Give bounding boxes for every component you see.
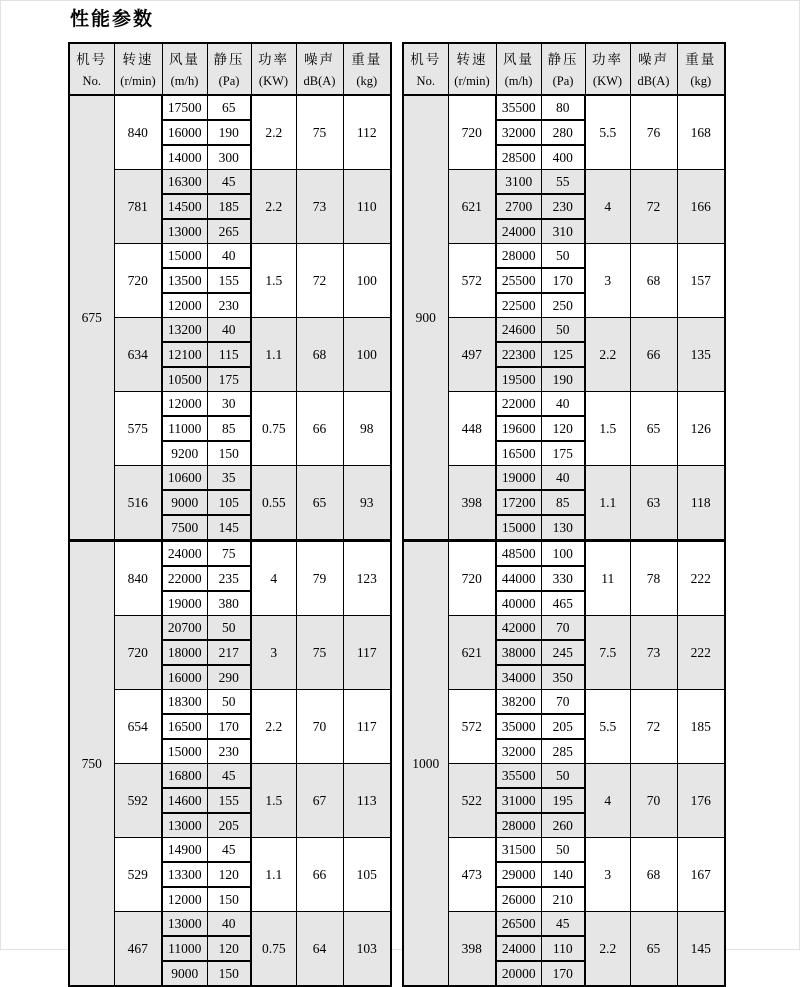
flow-cell: 11000 <box>162 936 207 961</box>
flow-cell: 28000 <box>496 244 541 269</box>
rpm-cell: 467 <box>114 912 162 987</box>
flow-cell: 31000 <box>496 788 541 813</box>
pressure-cell: 465 <box>541 591 585 616</box>
pressure-cell: 300 <box>207 145 251 170</box>
pressure-cell: 120 <box>541 416 585 441</box>
power-cell: 3 <box>251 616 296 690</box>
flow-cell: 22300 <box>496 342 541 367</box>
pressure-cell: 217 <box>207 640 251 665</box>
pressure-cell: 40 <box>541 392 585 417</box>
pressure-cell: 285 <box>541 739 585 764</box>
flow-cell: 18000 <box>162 640 207 665</box>
pressure-cell: 210 <box>541 887 585 912</box>
pressure-cell: 35 <box>207 466 251 491</box>
flow-cell: 15000 <box>162 739 207 764</box>
noise-cell: 72 <box>296 244 343 318</box>
pressure-cell: 235 <box>207 566 251 591</box>
rpm-cell: 720 <box>114 616 162 690</box>
flow-cell: 29000 <box>496 862 541 887</box>
rpm-cell: 781 <box>114 170 162 244</box>
rpm-cell: 840 <box>114 541 162 616</box>
rpm-cell: 398 <box>448 912 496 987</box>
noise-cell: 66 <box>296 838 343 912</box>
flow-cell: 16500 <box>496 441 541 466</box>
pressure-cell: 50 <box>541 244 585 269</box>
flow-cell: 32000 <box>496 739 541 764</box>
flow-cell: 19000 <box>162 591 207 616</box>
pressure-cell: 120 <box>207 862 251 887</box>
flow-cell: 11000 <box>162 416 207 441</box>
pressure-cell: 190 <box>207 120 251 145</box>
weight-cell: 222 <box>677 616 725 690</box>
weight-cell: 100 <box>343 318 391 392</box>
flow-cell: 13000 <box>162 813 207 838</box>
weight-cell: 123 <box>343 541 391 616</box>
rpm-cell: 720 <box>448 541 496 616</box>
pressure-cell: 40 <box>207 244 251 269</box>
flow-cell: 22000 <box>162 566 207 591</box>
power-cell: 2.2 <box>251 95 296 170</box>
noise-cell: 63 <box>630 466 677 541</box>
flow-cell: 16300 <box>162 170 207 195</box>
flow-cell: 48500 <box>496 541 541 567</box>
flow-cell: 3100 <box>496 170 541 195</box>
weight-cell: 145 <box>677 912 725 987</box>
pressure-cell: 115 <box>207 342 251 367</box>
flow-cell: 9000 <box>162 490 207 515</box>
pressure-cell: 280 <box>541 120 585 145</box>
column-header-press: 静压 (Pa) <box>207 43 251 95</box>
flow-cell: 24000 <box>496 936 541 961</box>
page-title: 性能参数 <box>70 9 155 30</box>
power-cell: 2.2 <box>251 170 296 244</box>
pressure-cell: 100 <box>541 541 585 567</box>
pressure-cell: 30 <box>207 392 251 417</box>
column-header-flow: 风量 (m/h) <box>496 43 541 95</box>
flow-cell: 34000 <box>496 665 541 690</box>
column-header-power: 功率 (KW) <box>585 43 630 95</box>
noise-cell: 68 <box>630 244 677 318</box>
flow-cell: 15000 <box>162 244 207 269</box>
pressure-cell: 155 <box>207 788 251 813</box>
rpm-cell: 621 <box>448 616 496 690</box>
flow-cell: 2700 <box>496 194 541 219</box>
weight-cell: 98 <box>343 392 391 466</box>
weight-cell: 117 <box>343 690 391 764</box>
flow-cell: 24000 <box>162 541 207 567</box>
pressure-cell: 175 <box>541 441 585 466</box>
noise-cell: 73 <box>630 616 677 690</box>
rpm-cell: 516 <box>114 466 162 541</box>
pressure-cell: 40 <box>541 466 585 491</box>
pressure-cell: 130 <box>541 515 585 541</box>
pressure-cell: 80 <box>541 95 585 120</box>
performance-table-left <box>68 42 392 987</box>
flow-cell: 14900 <box>162 838 207 863</box>
power-cell: 2.2 <box>585 318 630 392</box>
flow-cell: 12000 <box>162 887 207 912</box>
pressure-cell: 110 <box>541 936 585 961</box>
pressure-cell: 250 <box>541 293 585 318</box>
pressure-cell: 290 <box>207 665 251 690</box>
pressure-cell: 205 <box>541 714 585 739</box>
noise-cell: 65 <box>296 466 343 541</box>
pressure-cell: 75 <box>207 541 251 567</box>
pressure-cell: 125 <box>541 342 585 367</box>
flow-cell: 38000 <box>496 640 541 665</box>
pressure-cell: 150 <box>207 961 251 986</box>
flow-cell: 9200 <box>162 441 207 466</box>
flow-cell: 12000 <box>162 293 207 318</box>
rpm-cell: 720 <box>114 244 162 318</box>
weight-cell: 100 <box>343 244 391 318</box>
pressure-cell: 260 <box>541 813 585 838</box>
pressure-cell: 185 <box>207 194 251 219</box>
pressure-cell: 50 <box>541 318 585 343</box>
flow-cell: 10600 <box>162 466 207 491</box>
weight-cell: 157 <box>677 244 725 318</box>
weight-cell: 222 <box>677 541 725 616</box>
pressure-cell: 45 <box>207 838 251 863</box>
flow-cell: 19000 <box>496 466 541 491</box>
weight-cell: 176 <box>677 764 725 838</box>
flow-cell: 26500 <box>496 912 541 937</box>
pressure-cell: 400 <box>541 145 585 170</box>
flow-cell: 12000 <box>162 392 207 417</box>
power-cell: 3 <box>585 244 630 318</box>
pressure-cell: 40 <box>207 912 251 937</box>
column-header-rpm: 转速 (r/min) <box>114 43 162 95</box>
pressure-cell: 330 <box>541 566 585 591</box>
noise-cell: 67 <box>296 764 343 838</box>
flow-cell: 19500 <box>496 367 541 392</box>
flow-cell: 35000 <box>496 714 541 739</box>
noise-cell: 64 <box>296 912 343 987</box>
model-cell: 675 <box>69 95 114 541</box>
noise-cell: 76 <box>630 95 677 170</box>
pressure-cell: 170 <box>541 268 585 293</box>
flow-cell: 25500 <box>496 268 541 293</box>
rpm-cell: 473 <box>448 838 496 912</box>
weight-cell: 113 <box>343 764 391 838</box>
power-cell: 1.1 <box>585 466 630 541</box>
pressure-cell: 350 <box>541 665 585 690</box>
rpm-cell: 621 <box>448 170 496 244</box>
rpm-cell: 654 <box>114 690 162 764</box>
power-cell: 4 <box>251 541 296 616</box>
flow-cell: 19600 <box>496 416 541 441</box>
pressure-cell: 50 <box>207 616 251 641</box>
rpm-cell: 572 <box>448 690 496 764</box>
pressure-cell: 50 <box>541 838 585 863</box>
pressure-cell: 45 <box>207 764 251 789</box>
weight-cell: 166 <box>677 170 725 244</box>
pressure-cell: 50 <box>207 690 251 715</box>
noise-cell: 70 <box>296 690 343 764</box>
rpm-cell: 840 <box>114 95 162 170</box>
power-cell: 11 <box>585 541 630 616</box>
flow-cell: 14500 <box>162 194 207 219</box>
power-cell: 2.2 <box>251 690 296 764</box>
flow-cell: 14000 <box>162 145 207 170</box>
flow-cell: 22000 <box>496 392 541 417</box>
power-cell: 1.5 <box>251 244 296 318</box>
noise-cell: 66 <box>630 318 677 392</box>
rpm-cell: 398 <box>448 466 496 541</box>
pressure-cell: 170 <box>207 714 251 739</box>
pressure-cell: 230 <box>541 194 585 219</box>
pressure-cell: 120 <box>207 936 251 961</box>
flow-cell: 28500 <box>496 145 541 170</box>
weight-cell: 185 <box>677 690 725 764</box>
pressure-cell: 175 <box>207 367 251 392</box>
noise-cell: 75 <box>296 616 343 690</box>
pressure-cell: 170 <box>541 961 585 986</box>
noise-cell: 73 <box>296 170 343 244</box>
pressure-cell: 150 <box>207 441 251 466</box>
power-cell: 5.5 <box>585 690 630 764</box>
pressure-cell: 85 <box>207 416 251 441</box>
power-cell: 4 <box>585 170 630 244</box>
rpm-cell: 497 <box>448 318 496 392</box>
weight-cell: 105 <box>343 838 391 912</box>
column-header-noise: 噪声 dB(A) <box>630 43 677 95</box>
flow-cell: 15000 <box>496 515 541 541</box>
pressure-cell: 265 <box>207 219 251 244</box>
pressure-cell: 55 <box>541 170 585 195</box>
column-header-press: 静压 (Pa) <box>541 43 585 95</box>
power-cell: 7.5 <box>585 616 630 690</box>
noise-cell: 72 <box>630 170 677 244</box>
pressure-cell: 380 <box>207 591 251 616</box>
noise-cell: 65 <box>630 392 677 466</box>
power-cell: 0.55 <box>251 466 296 541</box>
flow-cell: 13300 <box>162 862 207 887</box>
pressure-cell: 230 <box>207 739 251 764</box>
pressure-cell: 85 <box>541 490 585 515</box>
weight-cell: 103 <box>343 912 391 987</box>
power-cell: 1.5 <box>251 764 296 838</box>
performance-table-right <box>402 42 726 987</box>
rpm-cell: 634 <box>114 318 162 392</box>
column-header-weight: 重量 (kg) <box>343 43 391 95</box>
rpm-cell: 529 <box>114 838 162 912</box>
flow-cell: 40000 <box>496 591 541 616</box>
pressure-cell: 45 <box>541 912 585 937</box>
pressure-cell: 195 <box>541 788 585 813</box>
flow-cell: 12100 <box>162 342 207 367</box>
noise-cell: 70 <box>630 764 677 838</box>
flow-cell: 10500 <box>162 367 207 392</box>
flow-cell: 14600 <box>162 788 207 813</box>
flow-cell: 22500 <box>496 293 541 318</box>
column-header-rpm: 转速 (r/min) <box>448 43 496 95</box>
flow-cell: 44000 <box>496 566 541 591</box>
power-cell: 1.1 <box>251 838 296 912</box>
flow-cell: 24600 <box>496 318 541 343</box>
flow-cell: 16000 <box>162 665 207 690</box>
flow-cell: 17500 <box>162 95 207 120</box>
power-cell: 1.1 <box>251 318 296 392</box>
noise-cell: 79 <box>296 541 343 616</box>
flow-cell: 20000 <box>496 961 541 986</box>
noise-cell: 75 <box>296 95 343 170</box>
pressure-cell: 205 <box>207 813 251 838</box>
flow-cell: 35500 <box>496 95 541 120</box>
pressure-cell: 140 <box>541 862 585 887</box>
flow-cell: 35500 <box>496 764 541 789</box>
pressure-cell: 190 <box>541 367 585 392</box>
flow-cell: 13000 <box>162 219 207 244</box>
flow-cell: 28000 <box>496 813 541 838</box>
column-header-model: 机号 No. <box>69 43 114 95</box>
weight-cell: 93 <box>343 466 391 541</box>
pressure-cell: 50 <box>541 764 585 789</box>
weight-cell: 126 <box>677 392 725 466</box>
weight-cell: 118 <box>677 466 725 541</box>
pressure-cell: 45 <box>207 170 251 195</box>
column-header-flow: 风量 (m/h) <box>162 43 207 95</box>
weight-cell: 168 <box>677 95 725 170</box>
pressure-cell: 65 <box>207 95 251 120</box>
pressure-cell: 310 <box>541 219 585 244</box>
model-cell: 750 <box>69 541 114 987</box>
column-header-weight: 重量 (kg) <box>677 43 725 95</box>
noise-cell: 65 <box>630 912 677 987</box>
pressure-cell: 145 <box>207 515 251 541</box>
flow-cell: 18300 <box>162 690 207 715</box>
pressure-cell: 70 <box>541 690 585 715</box>
flow-cell: 16800 <box>162 764 207 789</box>
pressure-cell: 230 <box>207 293 251 318</box>
pressure-cell: 105 <box>207 490 251 515</box>
power-cell: 0.75 <box>251 392 296 466</box>
column-header-power: 功率 (KW) <box>251 43 296 95</box>
noise-cell: 68 <box>630 838 677 912</box>
rpm-cell: 522 <box>448 764 496 838</box>
power-cell: 0.75 <box>251 912 296 987</box>
flow-cell: 13000 <box>162 912 207 937</box>
flow-cell: 20700 <box>162 616 207 641</box>
flow-cell: 38200 <box>496 690 541 715</box>
rpm-cell: 448 <box>448 392 496 466</box>
pressure-cell: 245 <box>541 640 585 665</box>
noise-cell: 68 <box>296 318 343 392</box>
flow-cell: 9000 <box>162 961 207 986</box>
weight-cell: 117 <box>343 616 391 690</box>
rpm-cell: 572 <box>448 244 496 318</box>
power-cell: 2.2 <box>585 912 630 987</box>
column-header-model: 机号 No. <box>403 43 448 95</box>
flow-cell: 17200 <box>496 490 541 515</box>
rpm-cell: 575 <box>114 392 162 466</box>
pressure-cell: 70 <box>541 616 585 641</box>
weight-cell: 167 <box>677 838 725 912</box>
model-cell: 900 <box>403 95 448 541</box>
flow-cell: 42000 <box>496 616 541 641</box>
model-cell: 1000 <box>403 541 448 987</box>
flow-cell: 24000 <box>496 219 541 244</box>
flow-cell: 16500 <box>162 714 207 739</box>
power-cell: 3 <box>585 838 630 912</box>
flow-cell: 16000 <box>162 120 207 145</box>
rpm-cell: 592 <box>114 764 162 838</box>
pressure-cell: 40 <box>207 318 251 343</box>
tables-container <box>68 42 726 987</box>
weight-cell: 110 <box>343 170 391 244</box>
flow-cell: 13500 <box>162 268 207 293</box>
noise-cell: 72 <box>630 690 677 764</box>
power-cell: 1.5 <box>585 392 630 466</box>
pressure-cell: 155 <box>207 268 251 293</box>
flow-cell: 31500 <box>496 838 541 863</box>
rpm-cell: 720 <box>448 95 496 170</box>
noise-cell: 66 <box>296 392 343 466</box>
weight-cell: 135 <box>677 318 725 392</box>
power-cell: 4 <box>585 764 630 838</box>
pressure-cell: 150 <box>207 887 251 912</box>
power-cell: 5.5 <box>585 95 630 170</box>
column-header-noise: 噪声 dB(A) <box>296 43 343 95</box>
flow-cell: 7500 <box>162 515 207 541</box>
flow-cell: 26000 <box>496 887 541 912</box>
flow-cell: 13200 <box>162 318 207 343</box>
noise-cell: 78 <box>630 541 677 616</box>
weight-cell: 112 <box>343 95 391 170</box>
flow-cell: 32000 <box>496 120 541 145</box>
